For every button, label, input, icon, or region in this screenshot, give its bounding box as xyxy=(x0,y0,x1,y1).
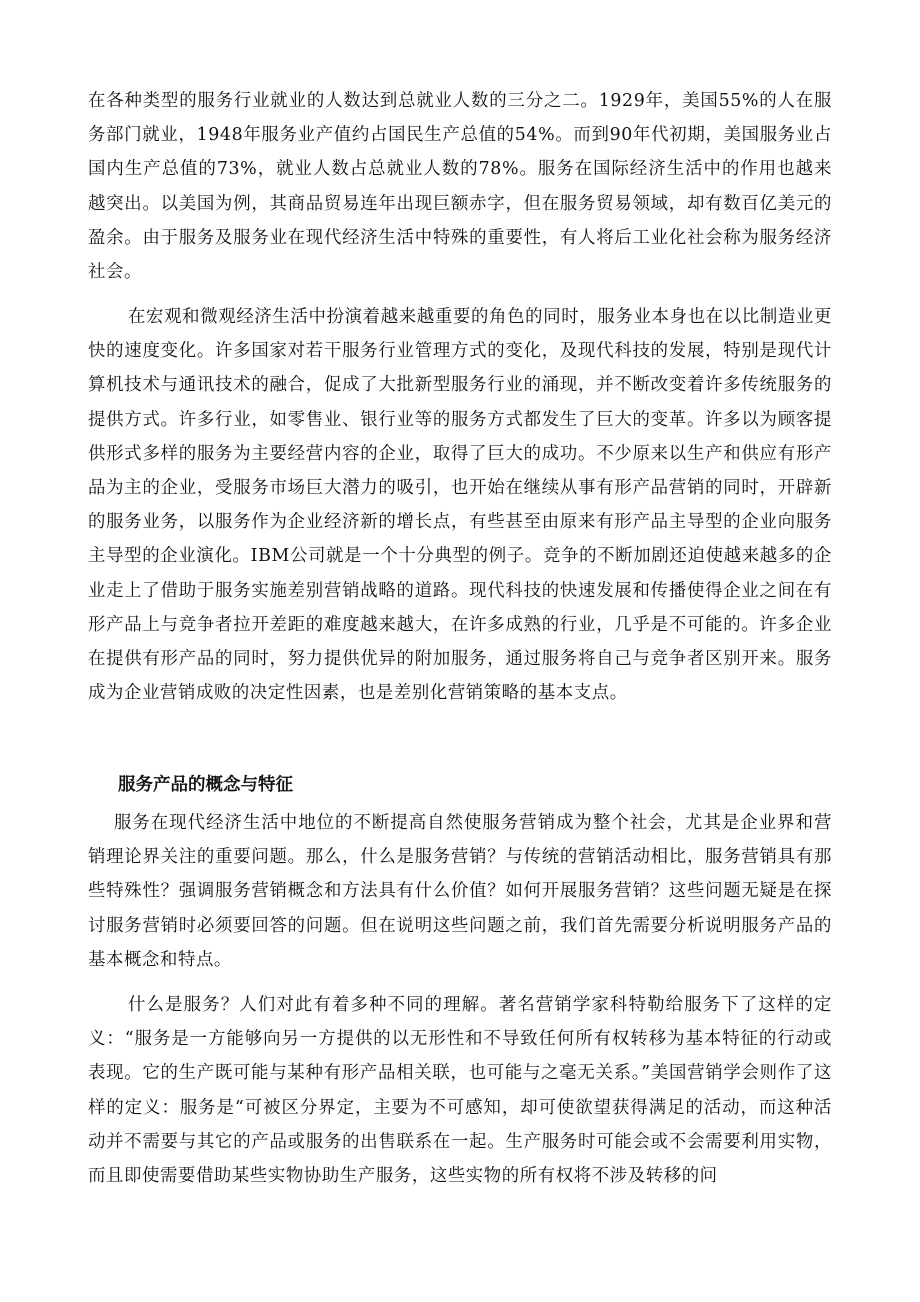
section-heading: 服务产品的概念与特征 xyxy=(118,775,293,795)
body-paragraph: 在宏观和微观经济生活中扮演着越来越重要的角色的同时，服务业本身也在以比制造业更快的速度变化。许多国家对若干服务行业管理方式的变化，及现代科技的发展，特别是现代计算机技术与通讯技术的融合，促成了大批新型服务行业的涌现，并不断改变着许多传统服务的提供方式。许多行业，如零售业、银行业等的服务方式都发生了巨大的变革。许多以为顾客提供形式多样的服务为主要经营内容的企业，取得了巨大的成功。不少原来以生产和供应有形产品为主的企业，受服务市场巨大潜力的吸引，也开始在继续从事有形产品营销的同时，开辟新的服务业务，以服务作为企业经济新的增长点，有些甚至由原来有形产品主导型的企业向服务主导型的企业演化。IBM公司就是一个十分典型的例子。竞争的不断加剧还迫使越来越多的企业走上了借助于服务实施差别营销战略的道路。现代科技的快速发展和传播使得企业之间在有形产品上与竞争者拉开差距的难度越来越大，在许多成熟的行业，几乎是不可能的。许多企业在提供有形产品的同时，努力提供优异的附加服务，通过服务将自己与竞争者区别开来。服务成为企业营销成败的决定性因素，也是差别化营销策略的基本支点。 xyxy=(88,307,832,704)
body-paragraph: 在各种类型的服务行业就业的人数达到总就业人数的三分之二。1929年，美国55%的人在服务部门就业，1948年服务业产值约占国民生产总值的54%。而到90年代初期，美国服务业占国内生产总值的73%，就业人数占总就业人数的78%。服务在国际经济生活中的作用也越来越突出。以美国为例，其商品贸易连年出现巨额赤字，但在服务贸易领域，却有数百亿美元的盈余。由于服务及服务业在现代经济生活中特殊的重要性，有人将后工业化社会称为服务经济社会。 xyxy=(88,91,832,283)
body-paragraph: 什么是服务？人们对此有着多种不同的理解。著名营销学家科特勒给服务下了这样的定义：“服务是一方能够向另一方提供的以无形性和不导致任何所有权转移为基本特征的行动或表现。它的生产既可能与某种有形产品相关联，也可能与之毫无关系。”美国营销学会则作了这样的定义：服务是“可被区分界定，主要为不可感知，却可使欲望获得满足的活动，而这种活动并不需要与其它的产品或服务的出售联系在一起。生产服务时可能会或不会需要利用实物，而且即使需要借助某些实物协助生产服务，这些实物的所有权将不涉及转移的问 xyxy=(88,995,832,1187)
body-paragraph: 服务在现代经济生活中地位的不断提高自然使服务营销成为整个社会，尤其是企业界和营销理论界关注的重要问题。那么，什么是服务营销？与传统的营销活动相比，服务营销具有那些特殊性？强调服务营销概念和方法具有什么价值？如何开展服务营销？这些问题无疑是在探讨服务营销时必须要回答的问题。但在说明这些问题之前，我们首先需要分析说明服务产品的基本概念和特点。 xyxy=(88,813,832,970)
